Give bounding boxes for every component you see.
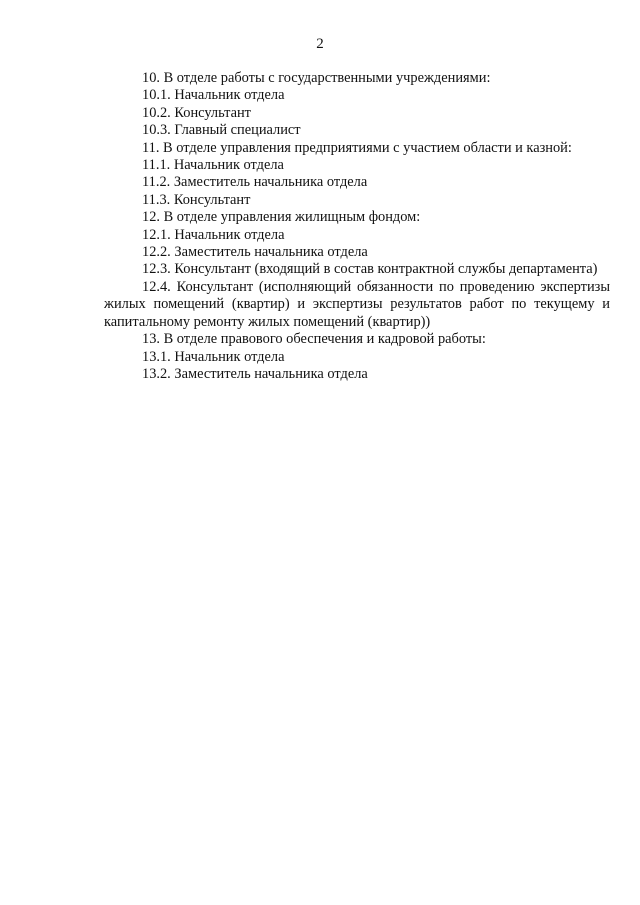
list-item: 11.1. Начальник отдела [142,157,284,174]
list-item: 11. В отделе управления предприятиями с участием области и казной: [142,139,572,156]
list-item: 13.1. Начальник отдела [142,348,285,365]
list-item: 10.3. Главный специалист [142,122,301,139]
list-item: 10. В отделе работы с государственными учреждениями: [142,70,491,86]
list-item: 11.3. Консультант [142,191,251,208]
list-item: 10.2. Консультант [142,104,251,121]
list-item: 13. В отделе правового обеспечения и кадровой работы: [142,331,486,348]
list-item: 11.2. Заместитель начальника отдела [142,174,368,191]
document-body [104,70,610,383]
list-item: 13.2. Заместитель начальника отдела [142,365,368,382]
list-item-paragraph: 12.4. Консультант (исполняющий обязанности по проведению экспертизы жилых помещений (квартир) и экспертизы результатов работ по текущему и капитальному ремонту жилых помещений (квартир)) [104,278,610,330]
page-number: 2 [316,36,324,52]
list-item-paragraph: 12.3. Консультант (входящий в состав контрактной службы департамента) [142,261,598,278]
list-item: 10.1. Начальник отдела [142,87,285,104]
list-item: 12. В отделе управления жилищным фондом: [142,209,421,226]
list-item: 12.1. Начальник отдела [142,226,285,243]
list-item: 12.2. Заместитель начальника отдела [142,244,368,261]
